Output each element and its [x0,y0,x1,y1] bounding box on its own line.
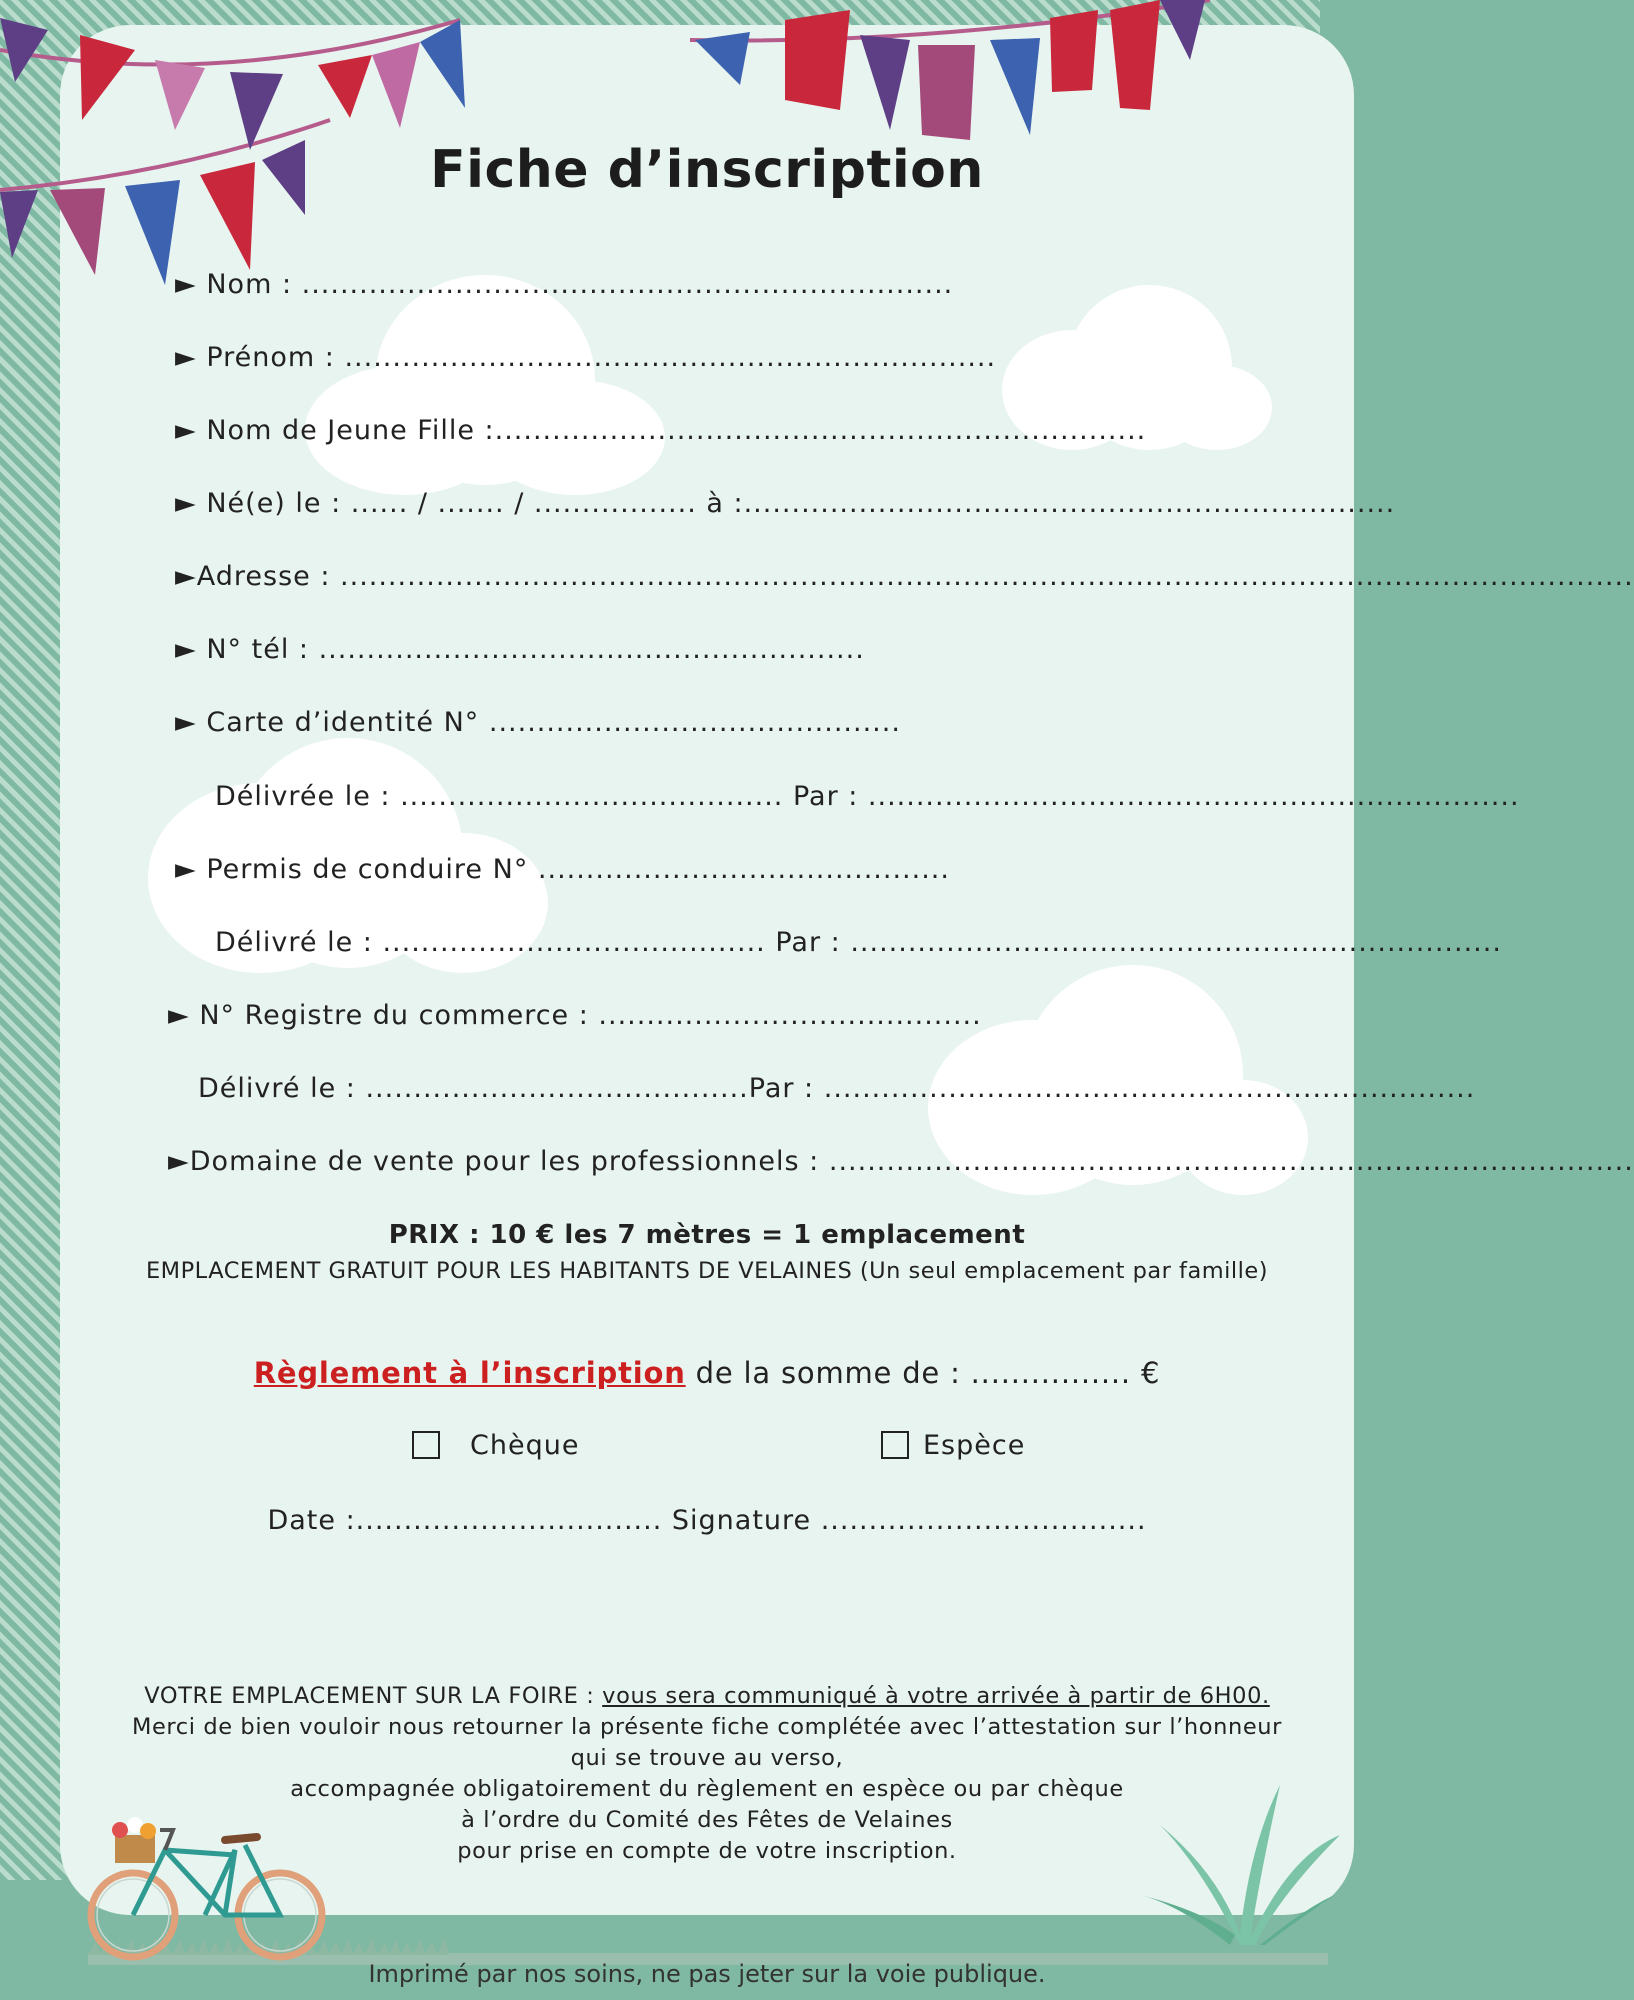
reglement-line [0,1356,1414,1390]
naissance-field[interactable]: ► Né(e) le : ...... / ....... / ................. à :.................................................................... [175,488,1396,519]
emplacement-value: vous sera communiqué à votre arrivée à partir de 6H00. [602,1683,1270,1709]
tel-field[interactable]: ► N° tél : ......................................................... [175,634,865,665]
prenom-field[interactable]: ► Prénom : .................................................................... [175,342,997,373]
domaine-field[interactable]: ►Domaine de vente pour les professionnels : .................................................................................... [168,1146,1634,1177]
cheque-label: Chèque [470,1430,580,1461]
cheque-checkbox[interactable] [412,1431,440,1459]
info-line-3: accompagnée obligatoirement du règlement en espèce ou par chèque [290,1776,1124,1802]
bunting-right-icon [690,0,1210,160]
registre-field[interactable]: ► N° Registre du commerce : ........................................ [168,1000,982,1031]
nom-jeune-fille-field[interactable]: ► Nom de Jeune Fille :.................................................................... [175,415,1147,446]
bicycle-icon [85,1805,335,1965]
info-line-2: qui se trouve au verso, [570,1745,844,1771]
reglement-label: Règlement à l’inscription [253,1356,686,1390]
date-signature-field[interactable]: Date :................................ Signature .................................. [267,1505,1147,1536]
carte-identite-field[interactable]: ► Carte d’identité N° ........................................... [175,707,901,738]
info-line-5: pour prise en compte de votre inscription. [457,1838,957,1864]
espece-label: Espèce [923,1430,1026,1461]
page-title: Fiche d’inscription [430,140,984,200]
adresse-field[interactable]: ►Adresse : ....................................................................................................................................... [175,561,1634,592]
registre-delivre-field[interactable]: Délivré le : ........................................Par : .................................................................... [198,1073,1476,1104]
nom-field[interactable]: ► Nom : .................................................................... [175,269,954,300]
info-line-4: à l’ordre du Comité des Fêtes de Velaines [461,1807,953,1833]
permis-delivre-field[interactable]: Délivré le : ........................................ Par : .................................................................... [215,927,1502,958]
permis-field[interactable]: ► Permis de conduire N° ........................................... [175,854,950,885]
prix-text: PRIX : 10 € les 7 mètres = 1 emplacement [388,1220,1026,1250]
carte-delivree-field[interactable]: Délivrée le : ........................................ Par : .................................................................... [215,781,1520,812]
espece-checkbox[interactable] [881,1431,909,1459]
plant-icon [1140,1785,1340,1945]
reglement-amount-field[interactable]: de la somme de : ................ € [685,1356,1161,1390]
footer-text: Imprimé par nos soins, ne pas jeter sur la voie publique. [368,1960,1046,1988]
info-line-1: Merci de bien vouloir nous retourner la présente fiche complétée avec l’attestation sur l’honneur [131,1714,1283,1740]
emplacement-line: VOTRE EMPLACEMENT SUR LA FOIRE : vous sera communiqué à votre arrivée à partir de 6H00. [144,1683,1270,1709]
gratuit-text: EMPLACEMENT GRATUIT POUR LES HABITANTS DE VELAINES (Un seul emplacement par famille) [145,1258,1269,1284]
cloud-1 [305,270,665,495]
